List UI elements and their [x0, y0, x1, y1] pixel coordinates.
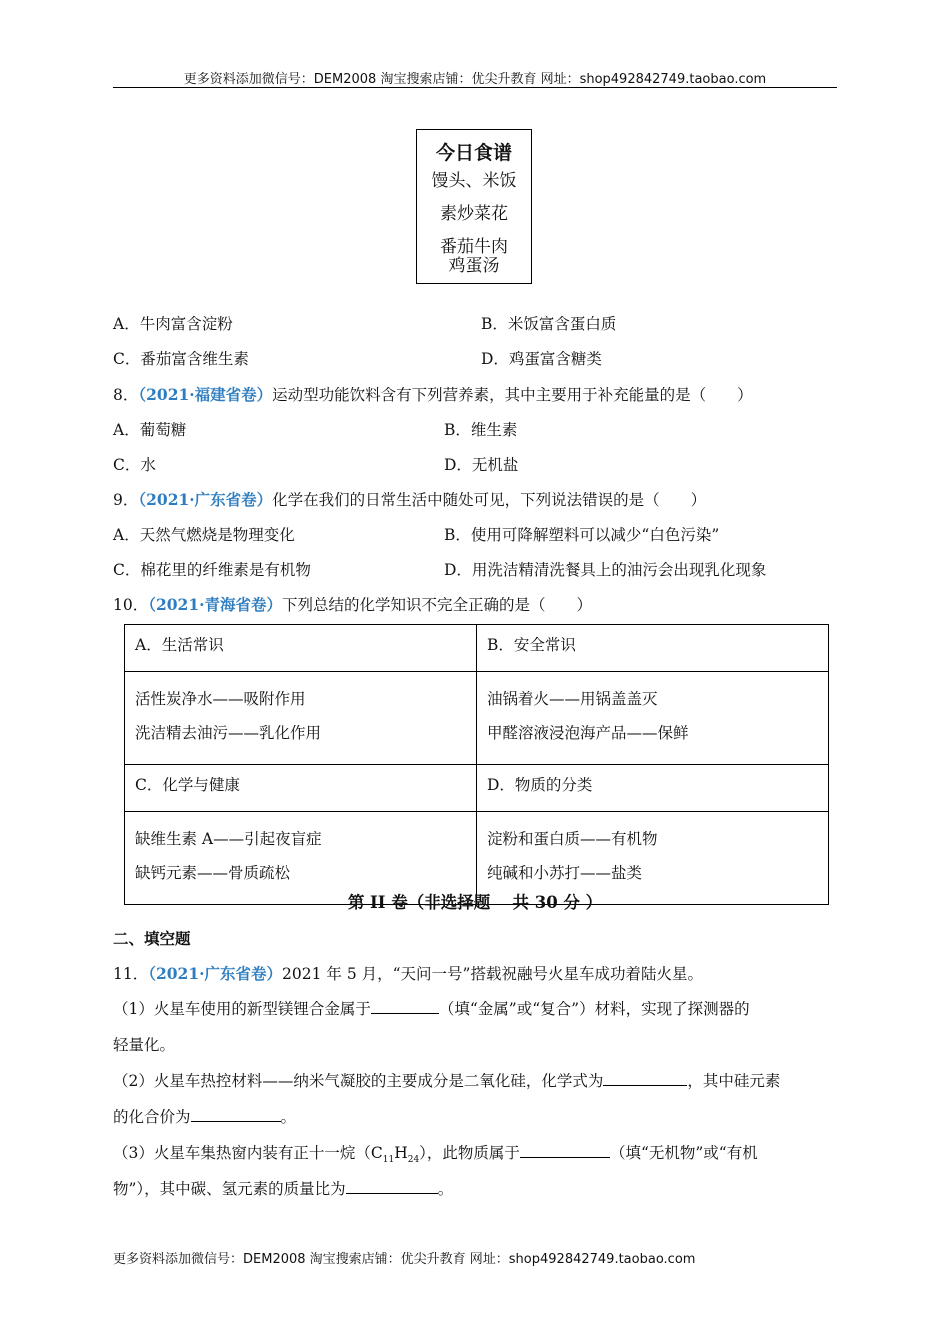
- table-line: 甲醛溶液浸泡海产品——保鲜: [487, 724, 689, 742]
- q11-part2-line2: [113, 1105, 296, 1127]
- q10-stem: [113, 593, 592, 615]
- q11-part2-line1: [113, 1069, 780, 1091]
- part2-title: 第 II 卷（非选择题 共 30 分 ）: [347, 893, 603, 912]
- q11-p3-text4: 物”），其中碳、氢元素的质量比为: [113, 1180, 346, 1198]
- knowledge-table: [124, 624, 829, 905]
- menu-title: 今日食谱: [435, 142, 512, 164]
- q11-part3-line2: [113, 1177, 453, 1199]
- q9-stem: [113, 488, 706, 510]
- menu-item: 素炒菜花: [440, 204, 508, 224]
- q11-p1-text: （1）火星车使用的新型镁锂合金属于: [113, 1000, 371, 1018]
- q7-option-b: B．米饭富含蛋白质: [481, 315, 617, 333]
- q9-option-c: C．棉花里的纤维素是有机物: [113, 561, 311, 579]
- table-cell-a-body: [125, 672, 477, 765]
- q11-text: 2021 年 5 月，“天问一号”搭载祝融号火星车成功着陆火星。: [282, 965, 703, 983]
- table-cell-d-head: D．物质的分类: [477, 765, 829, 812]
- q11-p1-text2: （填“金属”或“复合”）材料，实现了探测器的: [438, 1000, 750, 1018]
- menu-box: [416, 129, 532, 284]
- q8-text: 运动型功能饮料含有下列营养素，其中主要用于补充能量的是（ ）: [272, 386, 753, 404]
- q11-p3-text: （3）火星车集热窗内装有正十一烷（C: [113, 1144, 383, 1162]
- q9-option-d: D．用洗洁精清洗餐具上的油污会出现乳化现象: [444, 561, 767, 579]
- q10-text: 下列总结的化学知识不完全正确的是（ ）: [282, 596, 593, 614]
- q7-option-a: A．牛肉富含淀粉: [113, 315, 233, 333]
- q8-option-a: A．葡萄糖: [113, 421, 187, 439]
- q9-number: 9．: [113, 491, 139, 509]
- menu-item: 馒头、米饭: [431, 171, 517, 191]
- q9-option-a: A．天然气燃烧是物理变化: [113, 526, 295, 544]
- page-footer: 更多资料添加微信号：DEM2008 淘宝搜索店铺：优尖升教育 网址：shop492842749.taobao.com: [113, 1252, 696, 1267]
- q8-option-d: D．无机盐: [444, 456, 519, 474]
- menu-item: 番茄牛肉: [440, 237, 508, 257]
- q11-p2-text3: 的化合价为: [113, 1108, 191, 1126]
- q9-source: （2021·广东省卷）: [138, 490, 273, 509]
- q8-stem: [113, 383, 753, 405]
- answer-blank[interactable]: [603, 1071, 687, 1086]
- formula-h: H: [394, 1144, 408, 1162]
- q11-p2-text: （2）火星车热控材料——纳米气凝胶的主要成分是二氧化硅，化学式为: [113, 1072, 604, 1090]
- q7-option-c: C．番茄富含维生素: [113, 350, 249, 368]
- table-cell-b-body: [477, 672, 829, 765]
- table-line: 活性炭净水——吸附作用: [135, 690, 306, 708]
- page-header: 更多资料添加微信号：DEM2008 淘宝搜索店铺：优尖升教育 网址：shop492842749.taobao.com: [183, 72, 767, 87]
- q11-p3-text5: 。: [437, 1180, 454, 1198]
- q7-option-d: D．鸡蛋富含糖类: [481, 350, 602, 368]
- q11-source: （2021·广东省卷）: [148, 964, 283, 983]
- q11-part1-line2: 轻量化。: [113, 1036, 176, 1054]
- q10-number: 10．: [113, 596, 149, 614]
- q11-part3-line1: [113, 1141, 758, 1165]
- q11-p2-text2: ，其中硅元素: [687, 1072, 781, 1090]
- table-cell-b-head: B．安全常识: [477, 625, 829, 672]
- q8-source: （2021·福建省卷）: [138, 385, 273, 404]
- table-line: 油锅着火——用锅盖盖灭: [487, 690, 658, 708]
- table-line: 纯碱和小苏打——盐类: [487, 864, 643, 882]
- section-heading: 二、填空题: [113, 929, 191, 948]
- q11-number: 11．: [113, 965, 149, 983]
- q11-p2-text4: 。: [280, 1108, 297, 1126]
- menu-item: 鸡蛋汤: [448, 256, 500, 276]
- answer-blank[interactable]: [191, 1107, 281, 1122]
- q8-option-c: C．水: [113, 456, 156, 474]
- q10-source: （2021·青海省卷）: [148, 595, 283, 614]
- formula-subscript: 24: [407, 1155, 420, 1166]
- q11-p3-text3: （填“无机物”或“有机: [609, 1144, 758, 1162]
- table-line: 淀粉和蛋白质——有机物: [487, 830, 658, 848]
- table-cell-a-head: A．生活常识: [125, 625, 477, 672]
- q11-p3-text2: ），此物质属于: [419, 1144, 520, 1162]
- answer-blank[interactable]: [520, 1143, 610, 1158]
- answer-blank[interactable]: [346, 1179, 438, 1194]
- q8-option-b: B．维生素: [444, 421, 518, 439]
- q11-part1-line1: [113, 997, 750, 1019]
- table-line: 洗洁精去油污——乳化作用: [135, 724, 322, 742]
- formula-subscript: 11: [382, 1155, 395, 1166]
- header-divider: [113, 87, 837, 88]
- q8-number: 8．: [113, 386, 139, 404]
- answer-blank[interactable]: [371, 999, 439, 1014]
- table-cell-c-head: C．化学与健康: [125, 765, 477, 812]
- table-line: 缺钙元素——骨质疏松: [135, 864, 291, 882]
- q11-stem: [113, 962, 703, 984]
- q9-text: 化学在我们的日常生活中随处可见，下列说法错误的是（ ）: [272, 491, 707, 509]
- q9-option-b: B．使用可降解塑料可以减少“白色污染”: [444, 526, 720, 544]
- table-line: 缺维生素 A——引起夜盲症: [135, 830, 322, 848]
